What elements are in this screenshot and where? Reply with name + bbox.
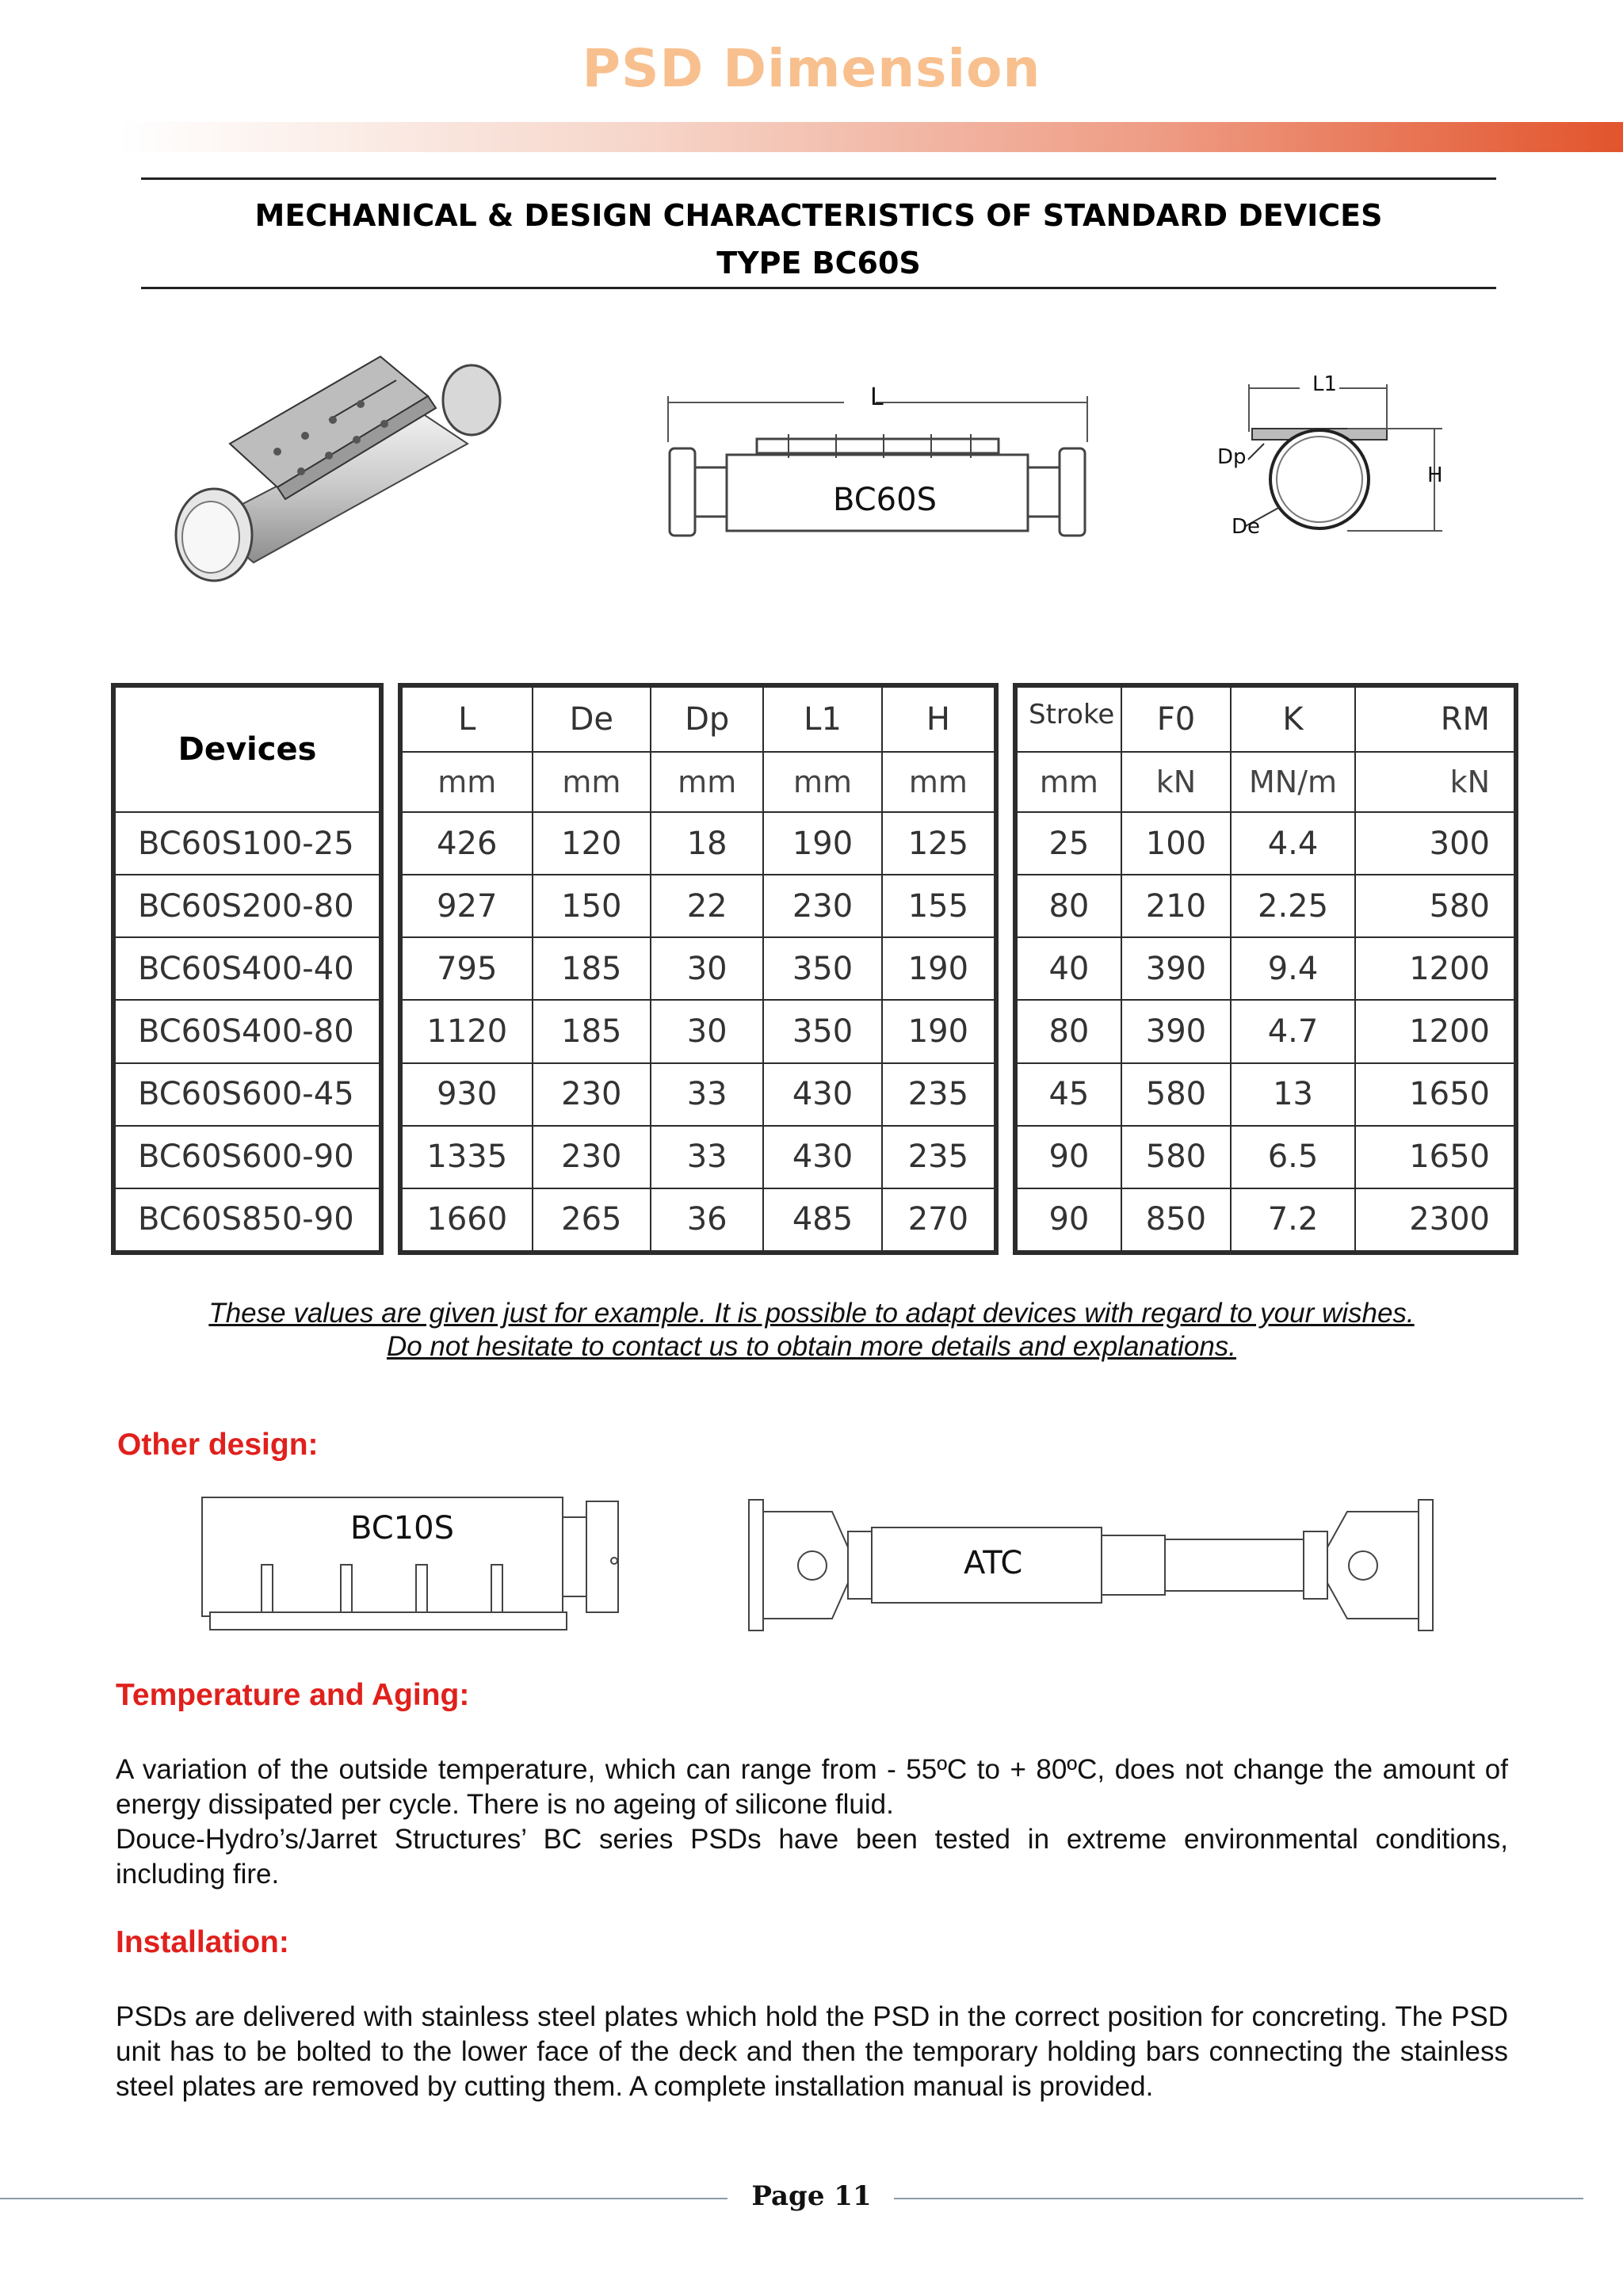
table-cell: 430 [763, 1126, 882, 1188]
column-unit: mm [882, 752, 995, 812]
installation-text [116, 2000, 1508, 2104]
table-cell: 7.2 [1231, 1188, 1355, 1251]
bc10s-label: BC10S [346, 1510, 459, 1547]
table-cell: 265 [533, 1188, 651, 1251]
table-cell: 235 [882, 1126, 995, 1188]
table-row [1017, 812, 1514, 875]
temperature-heading: Temperature and Aging: [116, 1678, 470, 1712]
table-row [402, 1063, 995, 1126]
column-header: Stroke [1017, 687, 1121, 752]
table-cell: 90 [1017, 1188, 1121, 1251]
table-cell-device: BC60S600-45 [115, 1063, 380, 1126]
table-cell: 185 [533, 937, 651, 1000]
table-cell-device: BC60S100-25 [115, 812, 380, 875]
table-cell: 100 [1121, 812, 1231, 875]
column-header: Dp [651, 687, 763, 752]
table-cell: 270 [882, 1188, 995, 1251]
column-header: RM [1355, 687, 1514, 752]
table-cell: 1200 [1355, 937, 1514, 1000]
table-row [1017, 1188, 1514, 1251]
column-unit: MN/m [1231, 752, 1355, 812]
column-header: L [402, 687, 533, 752]
table-cell: 485 [763, 1188, 882, 1251]
table-row [1017, 1000, 1514, 1062]
dimensions-table-block [398, 683, 999, 1255]
table-cell: 30 [651, 937, 763, 1000]
table-cell: 850 [1121, 1188, 1231, 1251]
page-number: Page 11 [751, 2180, 872, 2212]
table-cell: 30 [651, 1000, 763, 1062]
table-row [1017, 1063, 1514, 1126]
heading-rule-top [141, 177, 1496, 180]
column-unit: mm [651, 752, 763, 812]
table-cell: 230 [763, 875, 882, 937]
table-cell: 1335 [402, 1126, 533, 1188]
table-cell: 120 [533, 812, 651, 875]
temperature-paragraph-2: Douce-Hydro’s/Jarret Structures’ BC series PSDs have been tested in extreme environmental conditions, including fire. [116, 1824, 1508, 1890]
table-cell: 155 [882, 875, 995, 937]
temperature-paragraph-1: A variation of the outside temperature, which can range from - 55ºC to + 80ºC, does not change the amount of energy dissipated per cycle. There is no ageing of silicone fluid. [116, 1754, 1508, 1820]
column-header: H [882, 687, 995, 752]
table-cell: 1650 [1355, 1126, 1514, 1188]
atc-label: ATC [959, 1545, 1027, 1581]
dimension-label-H: H [1427, 463, 1443, 487]
note-line-1: These values are given just for example. It is possible to adapt devices with regard to your wishes. [208, 1298, 1415, 1329]
table-cell: 1120 [402, 1000, 533, 1062]
table-cell: 9.4 [1231, 937, 1355, 1000]
table-cell: 25 [1017, 812, 1121, 875]
table-cell: 1660 [402, 1188, 533, 1251]
table-cell: 6.5 [1231, 1126, 1355, 1188]
table-cell: 90 [1017, 1126, 1121, 1188]
table-cell: 350 [763, 937, 882, 1000]
performance-table-block [1013, 683, 1518, 1255]
table-cell-device: BC60S600-90 [115, 1126, 380, 1188]
column-unit: mm [402, 752, 533, 812]
table-cell: 18 [651, 812, 763, 875]
table-cell: 930 [402, 1063, 533, 1126]
table-cell: 426 [402, 812, 533, 875]
column-unit: mm [533, 752, 651, 812]
column-header: L1 [763, 687, 882, 752]
table-cell: 1200 [1355, 1000, 1514, 1062]
table-row [402, 937, 995, 1000]
table-cell-device: BC60S850-90 [115, 1188, 380, 1251]
table-cell: 45 [1017, 1063, 1121, 1126]
table-cell: 40 [1017, 937, 1121, 1000]
dimension-label-De: De [1232, 515, 1261, 539]
table-cell: 4.7 [1231, 1000, 1355, 1062]
table-cell: 580 [1355, 875, 1514, 937]
dimension-label-L1: L1 [1312, 372, 1338, 396]
heading-rule-bottom [141, 287, 1496, 289]
table-cell: 33 [651, 1126, 763, 1188]
table-cell: 190 [882, 937, 995, 1000]
table-row [1017, 875, 1514, 937]
table-cell: 22 [651, 875, 763, 937]
table-cell: 390 [1121, 937, 1231, 1000]
column-unit: kN [1121, 752, 1231, 812]
table-row [402, 1000, 995, 1062]
table-cell: 80 [1017, 875, 1121, 937]
table-row [1017, 1126, 1514, 1188]
table-cell: 390 [1121, 1000, 1231, 1062]
temperature-text [116, 1753, 1508, 1892]
heading-line-2: TYPE BC60S [716, 246, 921, 280]
table-row [402, 1126, 995, 1188]
table-row [402, 812, 995, 875]
table-cell: 230 [533, 1063, 651, 1126]
table-cell: 36 [651, 1188, 763, 1251]
installation-paragraph-1: PSDs are delivered with stainless steel plates which hold the PSD in the correct position for concreting. The PSD unit has to be bolted to the lower face of the deck and then the temporary holding bars connecting the stainless steel plates are removed by cutting them. A complete installation manual is provided. [116, 2001, 1508, 2102]
column-unit: kN [1355, 752, 1514, 812]
table-row [402, 875, 995, 937]
table-cell: 580 [1121, 1126, 1231, 1188]
column-header: K [1231, 687, 1355, 752]
title-gradient-band [119, 122, 1623, 152]
table-cell: 190 [882, 1000, 995, 1062]
column-unit: mm [763, 752, 882, 812]
other-design-heading: Other design: [117, 1428, 319, 1462]
table-cell: 33 [651, 1063, 763, 1126]
table-cell: 2300 [1355, 1188, 1514, 1251]
heading-line-1: MECHANICAL & DESIGN CHARACTERISTICS OF STANDARD DEVICES [254, 198, 1383, 233]
atc-illustration [745, 1496, 1434, 1634]
table-cell: 580 [1121, 1063, 1231, 1126]
table-cell: 927 [402, 875, 533, 937]
table-cell: 300 [1355, 812, 1514, 875]
column-unit: mm [1017, 752, 1121, 812]
table-cell: 185 [533, 1000, 651, 1062]
table-cell: 1650 [1355, 1063, 1514, 1126]
table-cell: 350 [763, 1000, 882, 1062]
table-cell-device: BC60S400-80 [115, 1000, 380, 1062]
page-title: PSD Dimension [582, 38, 1041, 99]
devices-table-block [111, 683, 384, 1255]
table-row [402, 1188, 995, 1251]
installation-heading: Installation: [116, 1925, 289, 1959]
table-cell: 4.4 [1231, 812, 1355, 875]
table-cell: 13 [1231, 1063, 1355, 1126]
table-cell: 235 [882, 1063, 995, 1126]
device-3d-illustration [158, 325, 571, 594]
table-cell: 795 [402, 937, 533, 1000]
note-line-2: Do not hesitate to contact us to obtain more details and explanations. [386, 1331, 1237, 1362]
dimension-label-Dp: Dp [1217, 445, 1247, 469]
column-header: F0 [1121, 687, 1231, 752]
table-cell-device: BC60S400-40 [115, 937, 380, 1000]
devices-header: Devices [115, 687, 380, 812]
table-row [1017, 937, 1514, 1000]
table-cell: 230 [533, 1126, 651, 1188]
table-cell: 125 [882, 812, 995, 875]
column-header: De [533, 687, 651, 752]
table-cell: 150 [533, 875, 651, 937]
bc60s-figure-label: BC60S [828, 482, 941, 518]
table-cell: 80 [1017, 1000, 1121, 1062]
table-cell-device: BC60S200-80 [115, 875, 380, 937]
table-cell: 190 [763, 812, 882, 875]
table-cell: 2.25 [1231, 875, 1355, 937]
table-cell: 210 [1121, 875, 1231, 937]
dimension-label-L: L [870, 383, 884, 411]
table-cell: 430 [763, 1063, 882, 1126]
